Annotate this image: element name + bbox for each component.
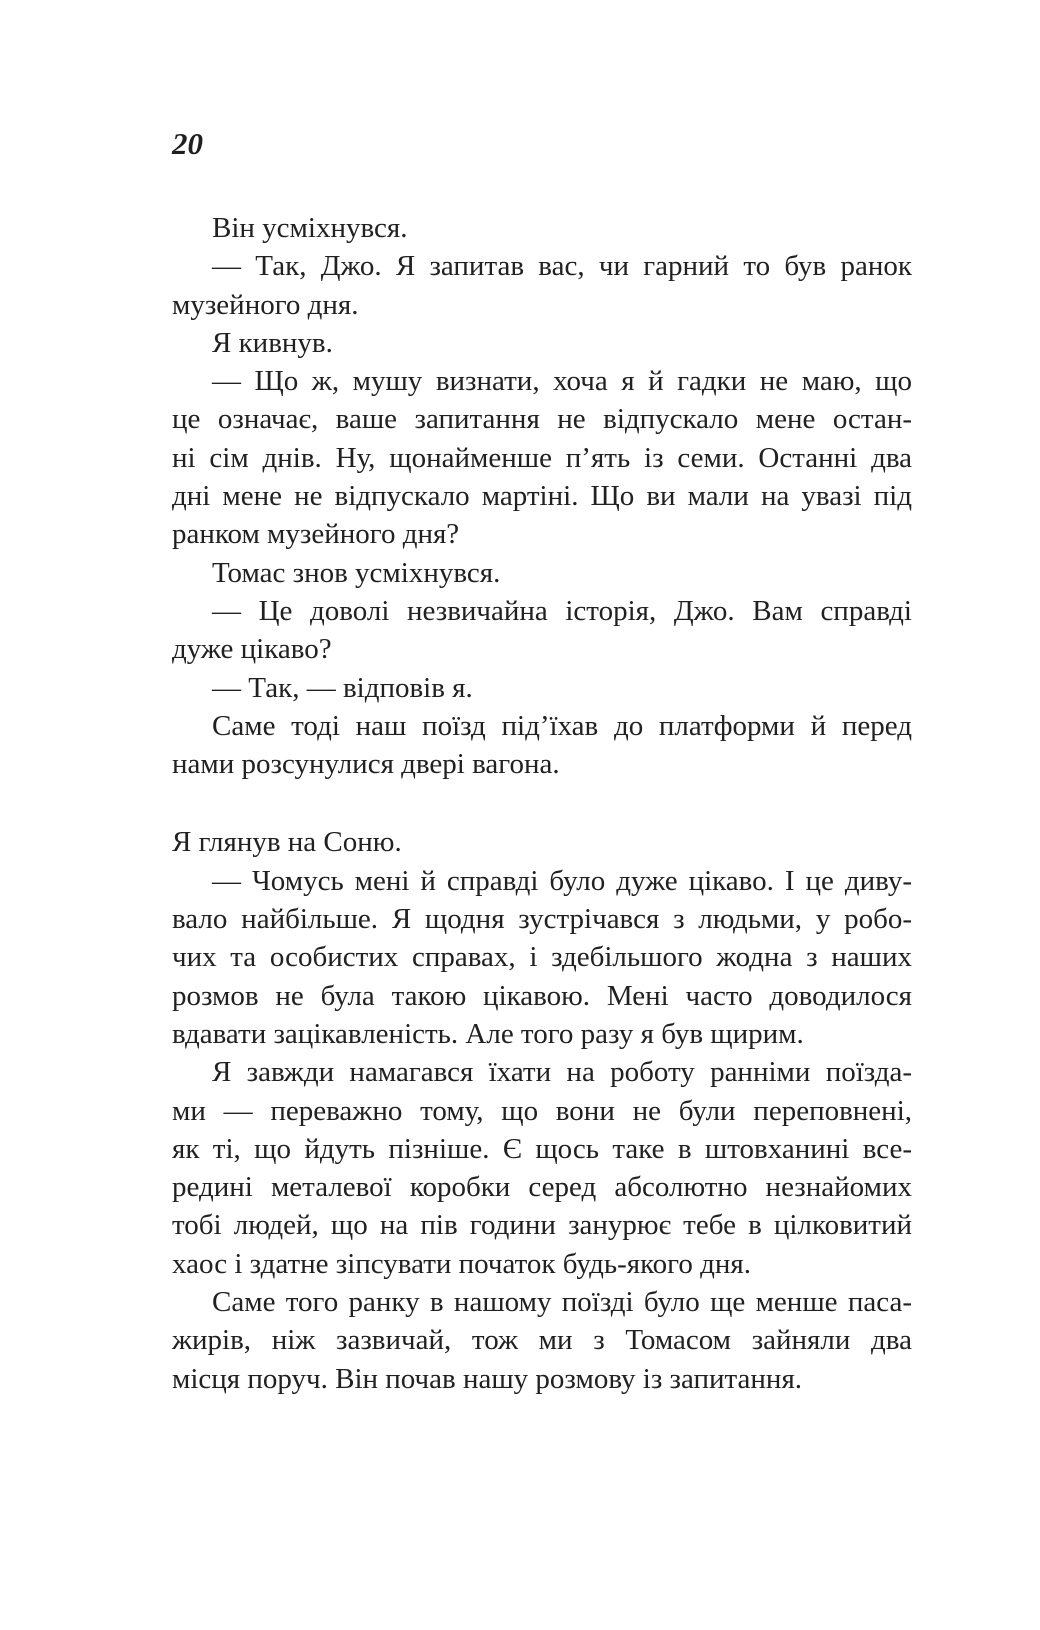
- text-line: дні мене не відпускало мартіні. Що ви мали на увазі під: [172, 480, 912, 513]
- text-line: — Чомусь мені й справді було дуже цікаво. І це диву-: [212, 864, 912, 897]
- paragraph: [172, 1283, 912, 1398]
- text-line: жирів, ніж зазвичай, тож ми з Томасом зайняли два: [172, 1324, 912, 1357]
- text-line: дуже цікаво?: [172, 633, 332, 666]
- paragraph: [172, 209, 912, 247]
- text-line: Я завжди намагався їхати на роботу ранніми поїзда-: [212, 1056, 912, 1089]
- text-line: це означає, ваше запитання не відпускало мене остан-: [172, 403, 912, 436]
- paragraph: [172, 592, 912, 669]
- page-number: 20: [172, 126, 203, 161]
- text-line: Він усміхнувся.: [212, 212, 408, 244]
- text-line: ми — переважно тому, що вони не були переповнені,: [172, 1094, 912, 1127]
- text-line: нами розсунулися двері вагона.: [172, 748, 560, 781]
- paragraph: [172, 823, 912, 861]
- text-line: ні сім днів. Ну, щонайменше п’ять із семи. Останні два: [172, 441, 912, 474]
- text-line: вдавати зацікавленість. Але того разу я був щирим.: [172, 1017, 804, 1050]
- paragraph: [172, 669, 912, 707]
- text-line: як ті, що йдуть пізніше. Є щось таке в штовханині все-: [172, 1132, 912, 1165]
- text-line: розмов не була такою цікавою. Мені часто доводилося: [172, 979, 912, 1012]
- text-line: — Так, — відповів я.: [212, 671, 473, 704]
- text-line: музейного дня.: [172, 288, 359, 321]
- text-line: редині металевої коробки серед абсолютно незнайомих: [172, 1171, 912, 1204]
- paragraph: [172, 247, 912, 324]
- text-line: чих та особистих справах, і здебільшого жодна з наших: [172, 941, 912, 974]
- text-line: — Це доволі незвичайна історія, Джо. Вам справді: [212, 594, 912, 627]
- paragraph: [172, 362, 912, 553]
- paragraph: [172, 554, 912, 592]
- text-line: Томас знов усміхнувся.: [212, 556, 501, 589]
- paragraph: [172, 324, 912, 362]
- paragraph: [172, 1053, 912, 1283]
- text-line: вало найбільше. Я щодня зустрічався з людьми, у робо-: [172, 903, 912, 936]
- paragraph: [172, 707, 912, 784]
- section-1: [172, 209, 912, 783]
- text-block: [172, 209, 912, 1398]
- text-line: хаос і здатне зіпсувати початок будь-якого дня.: [172, 1247, 751, 1280]
- paragraph: [172, 862, 912, 1053]
- text-line: ранком музейного дня?: [172, 518, 460, 551]
- text-line: Саме того ранку в нашому поїзді було ще менше паса-: [212, 1286, 912, 1319]
- text-line: Саме тоді наш поїзд під’їхав до платформи й перед: [212, 709, 912, 742]
- text-line: — Так, Джо. Я запитав вас, чи гарний то був ранок: [212, 250, 912, 283]
- text-line: — Що ж, мушу визнати, хоча я й гадки не маю, що: [212, 365, 912, 398]
- text-line: тобі людей, що на пів години занурює тебе в цілковитий: [172, 1209, 912, 1242]
- text-line: місця поруч. Він почав нашу розмову із запитання.: [172, 1362, 803, 1395]
- text-line: Я кивнув.: [212, 326, 333, 359]
- text-line: Я глянув на Соню.: [172, 826, 402, 859]
- section-2: [172, 823, 912, 1397]
